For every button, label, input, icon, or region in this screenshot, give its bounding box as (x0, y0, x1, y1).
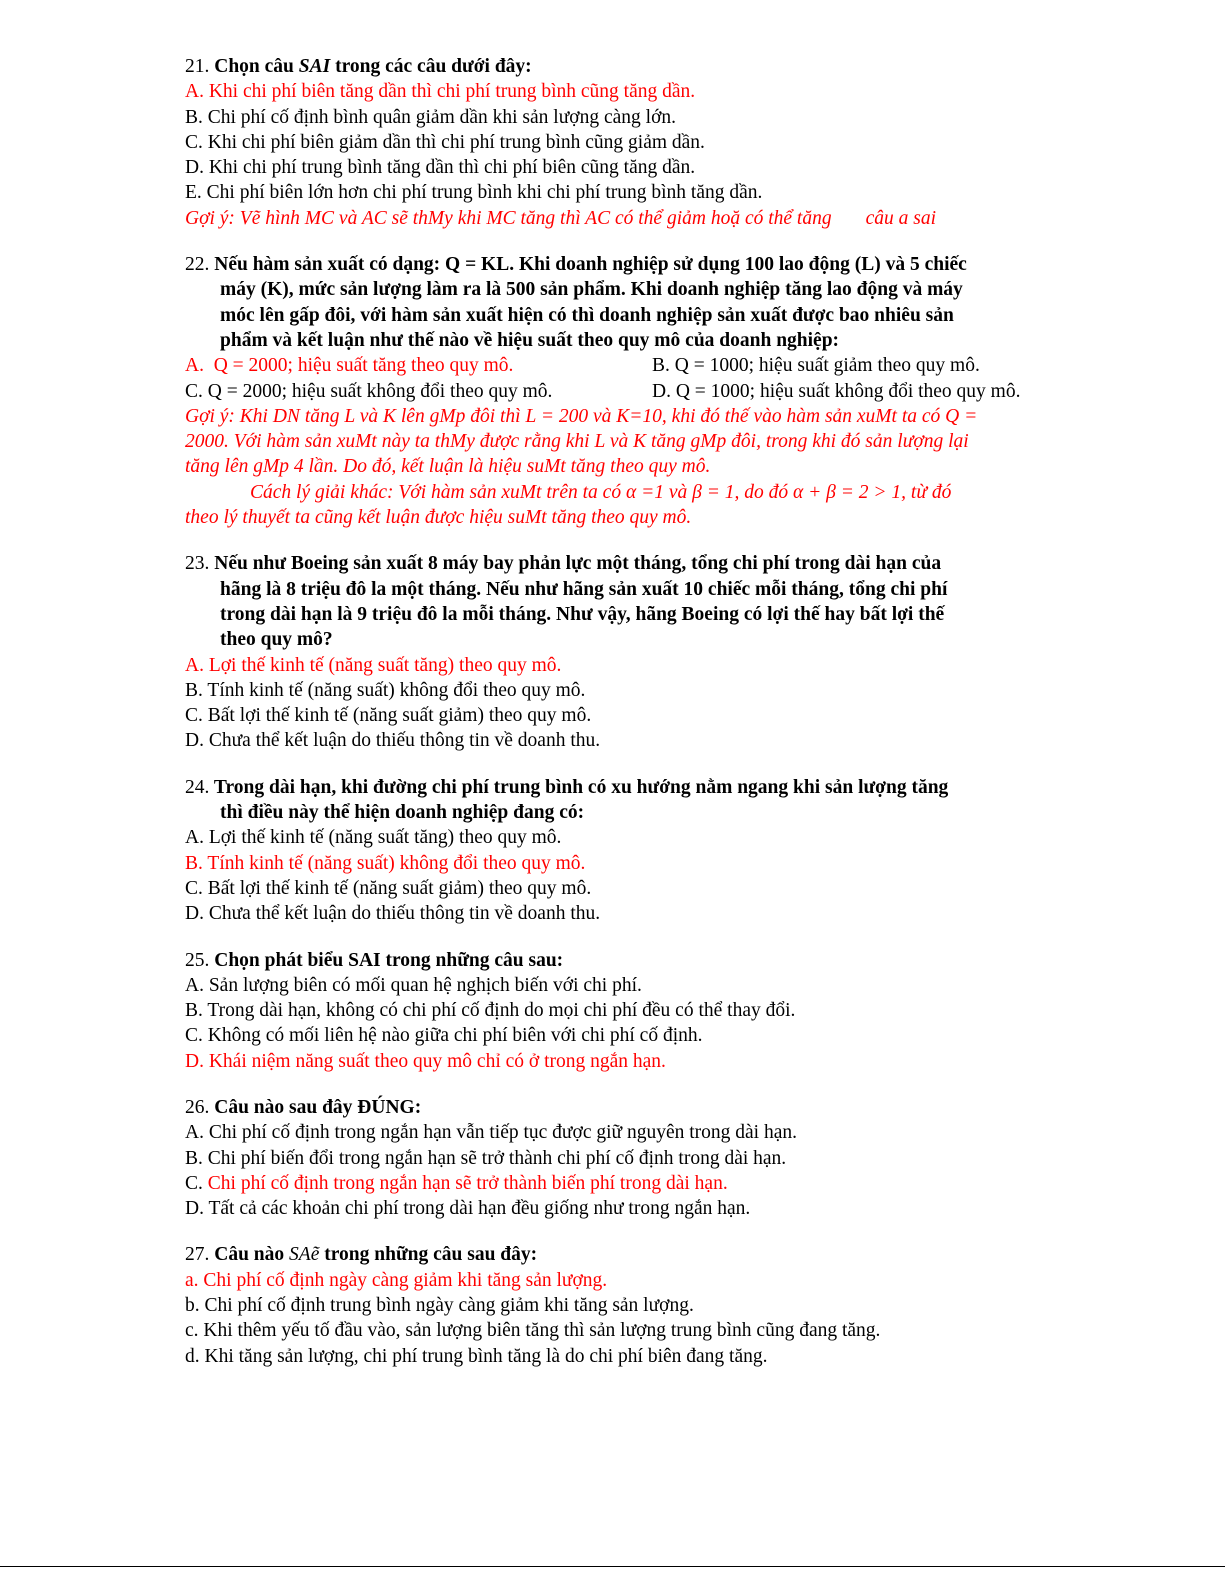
option-d: D. Khi chi phí trung bình tăng dần thì chi phí biên cũng tăng dần. (185, 157, 696, 179)
option-c: C. Khi chi phí biên giảm dần thì chi phí trung bình cũng giảm dần. (185, 131, 705, 153)
question-title (185, 54, 1105, 79)
hint-text: Gợi ý: Vẽ hình MC và AC sẽ thMy khi MC tăng thì AC có thể giảm hoặ có thể tăng (185, 207, 832, 229)
option-text: Q = 2000; hiệu suất tăng theo quy mô. (213, 355, 514, 377)
option-label: A. (185, 355, 204, 377)
hint (185, 206, 1105, 231)
option-a-correct: A. Lợi thế kinh tế (năng suất tăng) theo quy mô. (185, 654, 562, 676)
option-b-correct: B. Tính kinh tế (năng suất) không đổi theo quy mô. (185, 852, 586, 874)
question-23 (185, 551, 1105, 753)
option-a-correct (185, 353, 652, 378)
option-label: C. (185, 1172, 208, 1194)
question-title (185, 775, 1105, 800)
option-a-correct: A. Khi chi phí biên tăng dần thì chi phí trung bình cũng tăng dần. (185, 81, 696, 103)
question-24 (185, 775, 1105, 927)
option-c-correct (185, 1171, 1105, 1196)
option-d: d. Khi tăng sản lượng, chi phí trung bình tăng là do chi phí biên đang tăng. (185, 1345, 768, 1367)
hint-line: 2000. Với hàm sản xuMt này ta thMy được rằng khi L và K tăng gMp đôi, trong khi đó sản lượng lại (185, 431, 969, 453)
hint-answer: câu a sai (865, 207, 937, 229)
option-c: C. Bất lợi thế kinh tế (năng suất giảm) theo quy mô. (185, 877, 592, 899)
question-number: 27. (185, 1244, 210, 1266)
option-c: C. Q = 2000; hiệu suất không đổi theo quy mô. (185, 380, 553, 402)
option-d: D. Chưa thể kết luận do thiếu thông tin về doanh thu. (185, 903, 601, 925)
question-25 (185, 948, 1105, 1074)
option-c: C. Bất lợi thế kinh tế (năng suất giảm) theo quy mô. (185, 705, 592, 727)
title-text: trong các câu dưới đây: (330, 56, 532, 77)
title-text: Nếu hàm sản xuất có dạng: Q = KL. Khi doanh nghiệp sử dụng 100 lao động (L) và 5 chiếc (214, 254, 967, 276)
option-d: D. Chưa thể kết luận do thiếu thông tin về doanh thu. (185, 730, 601, 752)
question-title-cont: theo quy mô? (220, 629, 333, 651)
hint-line: theo lý thuyết ta cũng kết luận được hiệu suMt tăng theo quy mô. (185, 507, 692, 529)
question-22 (185, 252, 1105, 530)
option-a-correct: a. Chi phí cố định ngày càng giảm khi tăng sản lượng. (185, 1269, 608, 1291)
option-text: Chi phí cố định trong ngắn hạn sẽ trở thành biến phí trong dài hạn. (207, 1172, 728, 1194)
option-row (185, 379, 1105, 404)
title-text: Trong dài hạn, khi đường chi phí trung bình có xu hướng nằm ngang khi sản lượng tăng (213, 776, 949, 798)
option-b: b. Chi phí cố định trung bình ngày càng giảm khi tăng sản lượng. (185, 1295, 694, 1317)
question-number: 26. (185, 1096, 210, 1118)
option-row (185, 353, 1105, 378)
page-bottom-rule (0, 1566, 1225, 1567)
question-number: 22. (185, 254, 210, 276)
option-c: C. Không có mối liên hệ nào giữa chi phí biên với chi phí cố định. (185, 1025, 703, 1047)
document-page (185, 54, 1105, 1390)
option-a: A. Lợi thế kinh tế (năng suất tăng) theo quy mô. (185, 827, 562, 849)
title-emphasis: SAI (298, 56, 331, 77)
title-text: Câu nào (214, 1244, 290, 1266)
title-text: trong những câu sau đây: (319, 1244, 538, 1266)
option-a: A. Sản lượng biên có mối quan hệ nghịch biến với chi phí. (185, 974, 642, 996)
question-title-cont: thì điều này thể hiện doanh nghiệp đang có: (220, 802, 585, 824)
option-d: D. Q = 1000; hiệu suất không đổi theo quy mô. (652, 380, 1021, 402)
question-number: 24. (185, 776, 210, 798)
option-a: A. Chi phí cố định trong ngắn hạn vẫn tiếp tục được giữ nguyên trong dài hạn. (185, 1122, 798, 1144)
question-title-cont: phẩm và kết luận như thế nào về hiệu suất theo quy mô của doanh nghiệp: (220, 329, 840, 351)
title-text: Nếu như Boeing sản xuất 8 máy bay phản lực một tháng, tổng chi phí trong dài hạn của (214, 553, 942, 575)
question-title-cont: máy (K), mức sản lượng làm ra là 500 sản phẩm. Khi doanh nghiệp tăng lao động và máy (220, 279, 963, 301)
question-title-cont: hãng là 8 triệu đô la một tháng. Nếu như hãng sản xuất 10 chiếc mỗi tháng, tổng chi phí (220, 578, 948, 600)
option-b: B. Q = 1000; hiệu suất giảm theo quy mô. (652, 355, 980, 377)
option-d-correct: D. Khái niệm năng suất theo quy mô chỉ có ở trong ngắn hạn. (185, 1050, 666, 1072)
option-b: B. Tính kinh tế (năng suất) không đổi theo quy mô. (185, 679, 586, 701)
question-27 (185, 1242, 1105, 1368)
question-26 (185, 1095, 1105, 1221)
title-text: Chọn phát biểu SAI trong những câu sau: (214, 949, 564, 971)
title-text: Câu nào sau đây ĐÚNG: (214, 1096, 422, 1118)
option-c: c. Khi thêm yếu tố đầu vào, sản lượng biên tăng thì sản lượng trung bình cũng đang tăng. (185, 1320, 881, 1342)
question-title (185, 1095, 1105, 1120)
option-b: B. Trong dài hạn, không có chi phí cố định do mọi chi phí đều có thể thay đổi. (185, 1000, 796, 1022)
hint-line: tăng lên gMp 4 lần. Do đó, kết luận là hiệu suMt tăng theo quy mô. (185, 456, 711, 478)
question-title-cont: móc lên gấp đôi, với hàm sản xuất hiện có thì doanh nghiệp sản xuất được bao nhiêu sản (220, 304, 954, 326)
question-number: 25. (185, 949, 210, 971)
question-title (185, 551, 1105, 576)
hint-line: Gợi ý: Khi DN tăng L và K lên gMp đôi thì L = 200 và K=10, khi đó thế vào hàm sản xuMt ta có Q = (185, 405, 978, 427)
question-number: 21. (185, 56, 210, 77)
title-text: Chọn câu (214, 56, 299, 77)
title-emphasis: SAẽ (289, 1244, 320, 1266)
question-title (185, 1242, 1105, 1267)
question-title (185, 252, 1105, 277)
option-e: E. Chi phí biên lớn hơn chi phí trung bình khi chi phí trung bình tăng dần. (185, 182, 763, 204)
question-title-cont: trong dài hạn là 9 triệu đô la mỗi tháng. Như vậy, hãng Boeing có lợi thế hay bất lợi thế (220, 603, 945, 625)
question-number: 23. (185, 553, 210, 575)
hint-line: Cách lý giải khác: Với hàm sản xuMt trên ta có α =1 và β = 1, do đó α + β = 2 > 1, từ đó (250, 481, 952, 503)
option-d: D. Tất cả các khoản chi phí trong dài hạn đều giống như trong ngắn hạn. (185, 1198, 751, 1220)
option-b: B. Chi phí biến đổi trong ngắn hạn sẽ trở thành chi phí cố định trong dài hạn. (185, 1147, 787, 1169)
question-title (185, 948, 1105, 973)
question-21 (185, 54, 1105, 231)
option-b: B. Chi phí cố định bình quân giảm dần khi sản lượng càng lớn. (185, 106, 677, 128)
